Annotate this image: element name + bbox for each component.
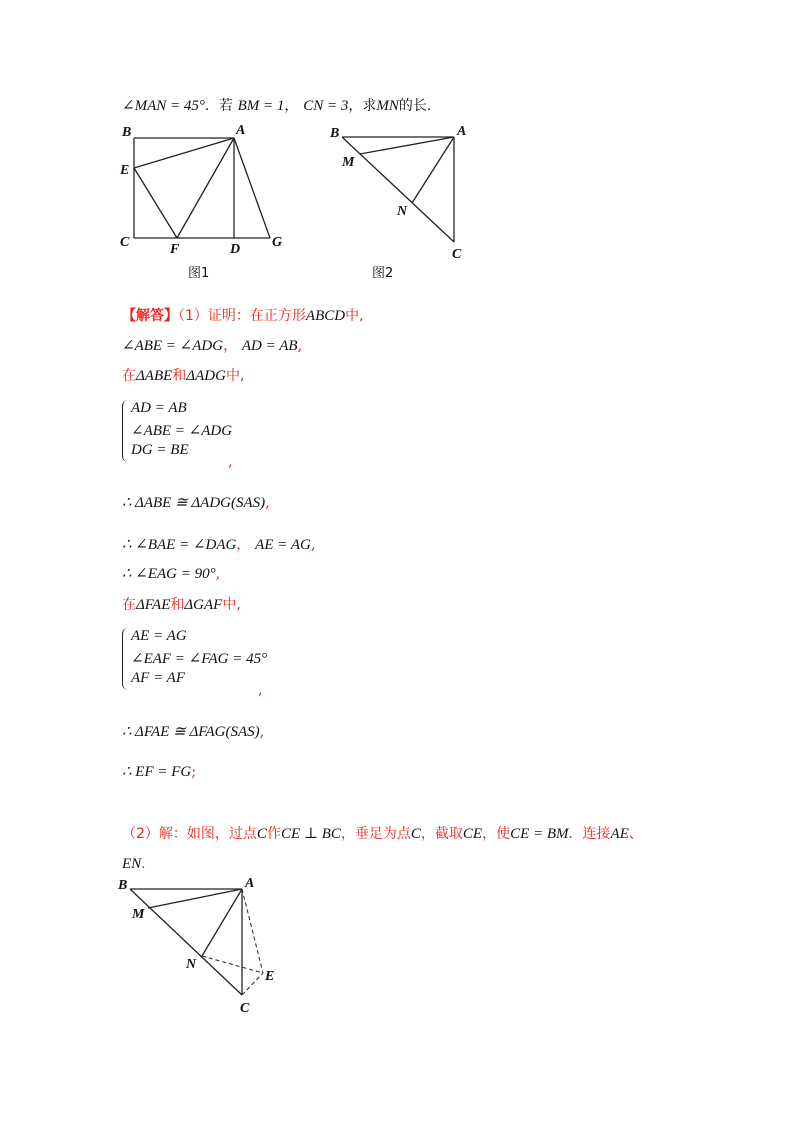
label-M: M xyxy=(132,907,145,922)
text: （2）解：如图，过点 xyxy=(122,826,257,842)
line-in-triangles-1 xyxy=(122,365,244,385)
text: ．若 xyxy=(204,98,233,114)
text: , xyxy=(259,722,265,740)
sys2-row-2: AF = AF xyxy=(131,670,186,686)
solution-header-line xyxy=(122,305,364,325)
text: 中, xyxy=(225,368,245,384)
text: 中, xyxy=(222,597,241,613)
line-ef-fg xyxy=(122,762,196,781)
part2-line xyxy=(122,823,643,843)
line-angle-eq xyxy=(122,335,302,355)
label-N: N xyxy=(186,957,197,972)
text: 在 xyxy=(122,368,136,384)
label-E: E xyxy=(120,163,130,178)
math: ΔABE xyxy=(136,368,173,384)
solution-header: 【解答】 xyxy=(122,308,178,324)
text: ，使 xyxy=(482,826,511,842)
label-E: E xyxy=(265,969,275,984)
sys1-row-1: ∠ABE = ∠ADG xyxy=(131,423,233,439)
line-congruent-2 xyxy=(122,722,264,741)
line-angle-eag xyxy=(122,564,220,583)
math: ∴ ΔABE ≅ ΔADG(SAS) xyxy=(122,495,266,511)
label-B: B xyxy=(122,125,132,140)
text: ， xyxy=(236,537,251,553)
cn-eq: CN = 3 xyxy=(303,98,349,114)
brace-2 xyxy=(122,628,129,690)
label-A: A xyxy=(245,876,255,891)
text: ， xyxy=(284,98,299,114)
sys2-row-0: AE = AG xyxy=(131,628,187,644)
math: CE ⊥ BC xyxy=(280,826,341,842)
math: C xyxy=(256,826,267,842)
math: C xyxy=(410,826,421,842)
square-abcd: ABCD xyxy=(305,308,346,324)
text: ．连接 xyxy=(568,826,611,842)
figure-3 xyxy=(110,872,300,1017)
bm-eq: BM = 1 xyxy=(237,98,285,114)
math: AD = AB xyxy=(241,338,298,354)
text: , xyxy=(297,336,303,354)
text: ，垂足为点 xyxy=(340,826,411,842)
problem-line xyxy=(122,95,431,115)
mn: MN xyxy=(376,98,399,114)
text: ; xyxy=(191,762,197,780)
line-angle-bae xyxy=(122,534,316,554)
sys1-end: , xyxy=(228,452,233,470)
math: AE = AG xyxy=(255,537,311,553)
math: CE xyxy=(462,826,483,842)
label-D: D xyxy=(230,242,241,257)
part2-line-2 xyxy=(122,853,155,873)
sys2-row-1: ∠EAF = ∠FAG = 45° xyxy=(131,651,268,667)
label-A: A xyxy=(236,123,246,138)
label-C: C xyxy=(452,247,462,262)
text: , xyxy=(215,564,221,582)
label-M: M xyxy=(342,155,355,170)
math: ΔADG xyxy=(186,368,226,384)
math: CE = BM xyxy=(510,826,569,842)
figure-2 xyxy=(320,120,480,265)
text: ． xyxy=(141,856,156,872)
math: EN xyxy=(122,856,142,872)
label-N: N xyxy=(397,204,408,219)
math: ΔFAE xyxy=(136,597,171,613)
label-C: C xyxy=(240,1001,250,1016)
text: ，截取 xyxy=(420,826,463,842)
part1-label: （1）证明：在正方形 xyxy=(178,308,306,324)
text: , xyxy=(265,493,270,511)
math: ∠ABE = ∠ADG xyxy=(122,338,224,354)
label-B: B xyxy=(330,126,340,141)
text: 在 xyxy=(122,597,136,613)
sys2-end: , xyxy=(258,680,263,698)
text: 中, xyxy=(345,308,364,324)
math: ∴ ∠BAE = ∠DAG xyxy=(122,537,237,553)
label-C: C xyxy=(120,235,130,250)
label-F: F xyxy=(170,242,180,257)
text: , xyxy=(310,535,316,553)
sys1-row-2: DG = BE xyxy=(131,442,189,458)
text: 、 xyxy=(628,826,643,842)
sys1-row-0: AD = AB xyxy=(131,400,187,416)
figure-2-caption: 图2 xyxy=(372,266,394,281)
text: ，求 xyxy=(348,98,377,114)
math: ∴ ΔFAE ≅ ΔFAG(SAS) xyxy=(122,724,260,740)
math: AE xyxy=(610,826,629,842)
figure-1-caption: 图1 xyxy=(188,266,210,281)
text: 和 xyxy=(170,597,185,613)
figure-1 xyxy=(110,120,310,260)
line-in-triangles-2 xyxy=(122,594,241,614)
text: 和 xyxy=(172,368,187,384)
math: ∴ EF = FG xyxy=(122,764,192,780)
brace-1 xyxy=(122,400,129,462)
line-congruent-1 xyxy=(122,493,270,512)
text: 的长. xyxy=(398,98,432,114)
math: ΔGAF xyxy=(184,597,223,613)
angle-man-eq: ∠MAN = 45° xyxy=(122,98,205,114)
label-B: B xyxy=(118,878,128,893)
math: ∴ ∠EAG = 90° xyxy=(122,566,216,582)
label-A: A xyxy=(457,124,467,139)
text: ， xyxy=(223,338,238,354)
label-G: G xyxy=(272,235,283,250)
text: 作 xyxy=(266,826,281,842)
